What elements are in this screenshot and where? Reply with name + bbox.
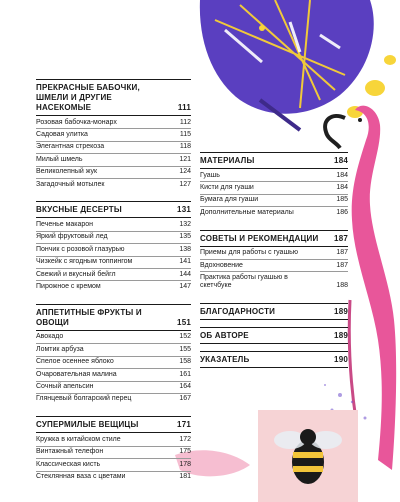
entry-page-number: 152 — [179, 333, 191, 341]
toc-section-heading[interactable] — [200, 156, 348, 169]
toc-entry[interactable] — [200, 207, 348, 218]
section-title: МАТЕРИАЛЫ — [200, 156, 255, 165]
entry-page-number: 127 — [179, 180, 191, 188]
entry-page-number: 155 — [179, 345, 191, 353]
toc-section-heading[interactable] — [36, 308, 191, 331]
bee-illustration — [258, 410, 358, 502]
entry-title: Розовая бабочка-монарх — [36, 118, 117, 126]
toc-section — [36, 304, 191, 405]
toc-section — [36, 416, 191, 483]
entry-title: Чизкейк с ягодным топпингом — [36, 258, 133, 266]
toc-section-heading[interactable] — [36, 205, 191, 218]
section-title: ВКУСНЫЕ ДЕСЕРТЫ — [36, 205, 122, 215]
entry-title: Загадочный мотылек — [36, 180, 105, 188]
entry-title: Яркий фруктовый лед — [36, 233, 108, 241]
section-page-number: 190 — [334, 355, 348, 365]
section-page-number: 111 — [177, 103, 191, 112]
section-page-number: 184 — [334, 156, 348, 165]
entry-title: Бумага для гуаши — [200, 196, 259, 204]
toc-entry[interactable] — [36, 332, 191, 344]
entry-page-number: 184 — [336, 171, 348, 179]
toc-section — [36, 79, 191, 190]
section-page-number: 171 — [177, 420, 191, 430]
entry-title: Глянцевый болгарский перец — [36, 395, 132, 403]
entry-page-number: 167 — [179, 395, 191, 403]
entry-title: Вдохновение — [200, 261, 243, 269]
section-page-number: 189 — [334, 307, 348, 317]
entry-page-number: 141 — [179, 258, 191, 266]
toc-entry[interactable] — [36, 142, 191, 154]
toc-section — [36, 201, 191, 292]
entry-page-number: 144 — [179, 270, 191, 278]
toc-section — [200, 152, 348, 219]
toc-section — [200, 303, 348, 320]
toc-section-heading[interactable] — [200, 307, 348, 319]
entry-title: Классическая кисть — [36, 460, 101, 468]
section-title: ОБ АВТОРЕ — [200, 331, 249, 341]
toc-entry[interactable] — [36, 257, 191, 269]
toc-section-heading[interactable] — [200, 331, 348, 343]
section-title: АППЕТИТНЫЕ ФРУКТЫ И ОВОЩИ — [36, 307, 142, 327]
entry-title: Сочный апельсин — [36, 383, 94, 390]
toc-entry[interactable] — [36, 269, 191, 281]
toc-entry[interactable] — [36, 219, 191, 231]
entry-page-number: 181 — [179, 473, 191, 481]
toc-entry[interactable] — [36, 357, 191, 369]
toc-entry[interactable] — [36, 129, 191, 141]
entry-title: Дополнительные материалы — [200, 208, 294, 216]
toc-entry[interactable] — [36, 472, 191, 483]
entry-title: Великолепный жук — [36, 168, 98, 176]
section-title: СУПЕРМИЛЫЕ ВЕЩИЦЫ — [36, 420, 139, 430]
toc-section-heading[interactable] — [200, 234, 348, 247]
toc-entry[interactable] — [36, 344, 191, 356]
entry-title: Кисти для гуаши — [200, 183, 254, 191]
entry-page-number: 186 — [336, 208, 348, 216]
entry-title: Пончик с розовой глазурью — [36, 245, 125, 253]
entry-page-number: 121 — [179, 155, 191, 163]
entry-title: Очаровательная малина — [36, 370, 117, 378]
entry-title: Пирожное с кремом — [36, 282, 101, 290]
entry-page-number: 175 — [179, 448, 191, 456]
toc-entry[interactable] — [36, 117, 191, 129]
entry-title: Стеклянная ваза с цветами — [36, 473, 126, 481]
toc-entry[interactable] — [36, 154, 191, 166]
toc-entry[interactable] — [200, 182, 348, 194]
toc-section-heading[interactable] — [36, 83, 191, 116]
entry-page-number: 112 — [179, 118, 191, 126]
toc-entry[interactable] — [36, 459, 191, 471]
section-page-number: 189 — [334, 331, 348, 341]
entry-page-number: 185 — [336, 196, 348, 204]
toc-section-heading[interactable] — [200, 355, 348, 367]
entry-page-number: 164 — [179, 383, 191, 390]
section-page-number: 151 — [177, 317, 191, 327]
entry-title: Свежий и вкусный бейгл — [36, 270, 116, 278]
entry-page-number: 178 — [179, 460, 191, 468]
entry-title: Элегантная стрекоза — [36, 143, 105, 151]
entry-page-number: 172 — [179, 435, 191, 443]
entry-page-number: 147 — [179, 282, 191, 290]
entry-title: Милый шмель — [36, 155, 83, 163]
entry-page-number: 161 — [179, 370, 191, 378]
toc-entry[interactable] — [36, 382, 191, 394]
toc-section — [200, 351, 348, 368]
entry-page-number: 132 — [179, 220, 191, 228]
section-page-number: 131 — [177, 205, 191, 215]
entry-title: Кружка в китайском стиле — [36, 435, 121, 443]
toc-entry[interactable] — [200, 195, 348, 207]
entry-page-number: 188 — [336, 282, 348, 290]
toc-entry[interactable] — [36, 179, 191, 190]
entry-title: Печенье макарон — [36, 220, 94, 228]
entry-page-number: 135 — [179, 233, 191, 241]
entry-page-number: 187 — [336, 249, 348, 257]
section-page-number: 187 — [334, 233, 348, 243]
toc-entry[interactable] — [36, 369, 191, 381]
section-title: УКАЗАТЕЛЬ — [200, 355, 250, 365]
entry-title: Садовая улитка — [36, 130, 88, 138]
toc-right-column — [200, 152, 348, 375]
toc-entry[interactable] — [200, 260, 348, 272]
entry-page-number: 118 — [179, 143, 191, 151]
entry-page-number: 187 — [336, 261, 348, 269]
toc-entry[interactable] — [200, 272, 348, 292]
section-title: СОВЕТЫ И РЕКОМЕНДАЦИИ — [200, 233, 319, 243]
entry-title: Авокадо — [36, 333, 64, 341]
toc-entry[interactable] — [36, 394, 191, 405]
toc-entry[interactable] — [36, 167, 191, 179]
toc-section-heading[interactable] — [36, 420, 191, 433]
toc-entry[interactable] — [36, 447, 191, 459]
toc-section — [200, 327, 348, 344]
section-title: БЛАГОДАРНОСТИ — [200, 307, 276, 317]
entry-page-number: 115 — [179, 130, 191, 138]
entry-title: Спелое осеннее яблоко — [36, 358, 114, 366]
entry-page-number: 124 — [179, 168, 191, 176]
entry-title: Гуашь — [200, 171, 220, 179]
entry-page-number: 158 — [179, 358, 191, 366]
toc-entry[interactable] — [36, 434, 191, 446]
toc-entry[interactable] — [36, 244, 191, 256]
entry-title: Ломтик арбуза — [36, 345, 84, 353]
section-title: ПРЕКРАСНЫЕ БАБОЧКИ, ШМЕЛИ И ДРУГИЕ НАСЕКОМЫЕ — [36, 83, 140, 112]
toc-entry[interactable] — [36, 232, 191, 244]
entry-page-number: 184 — [336, 183, 348, 191]
entry-title: Винтажный телефон — [36, 448, 104, 456]
toc-left-column — [36, 79, 191, 494]
toc-entry[interactable] — [36, 281, 191, 292]
entry-title: Практика работы гуашью в скетчбуке — [200, 273, 288, 290]
toc-entry[interactable] — [200, 170, 348, 182]
entry-page-number: 138 — [179, 245, 191, 253]
entry-title: Приемы для работы с гуашью — [200, 249, 298, 257]
toc-section — [200, 230, 348, 293]
toc-entry[interactable] — [200, 248, 348, 260]
